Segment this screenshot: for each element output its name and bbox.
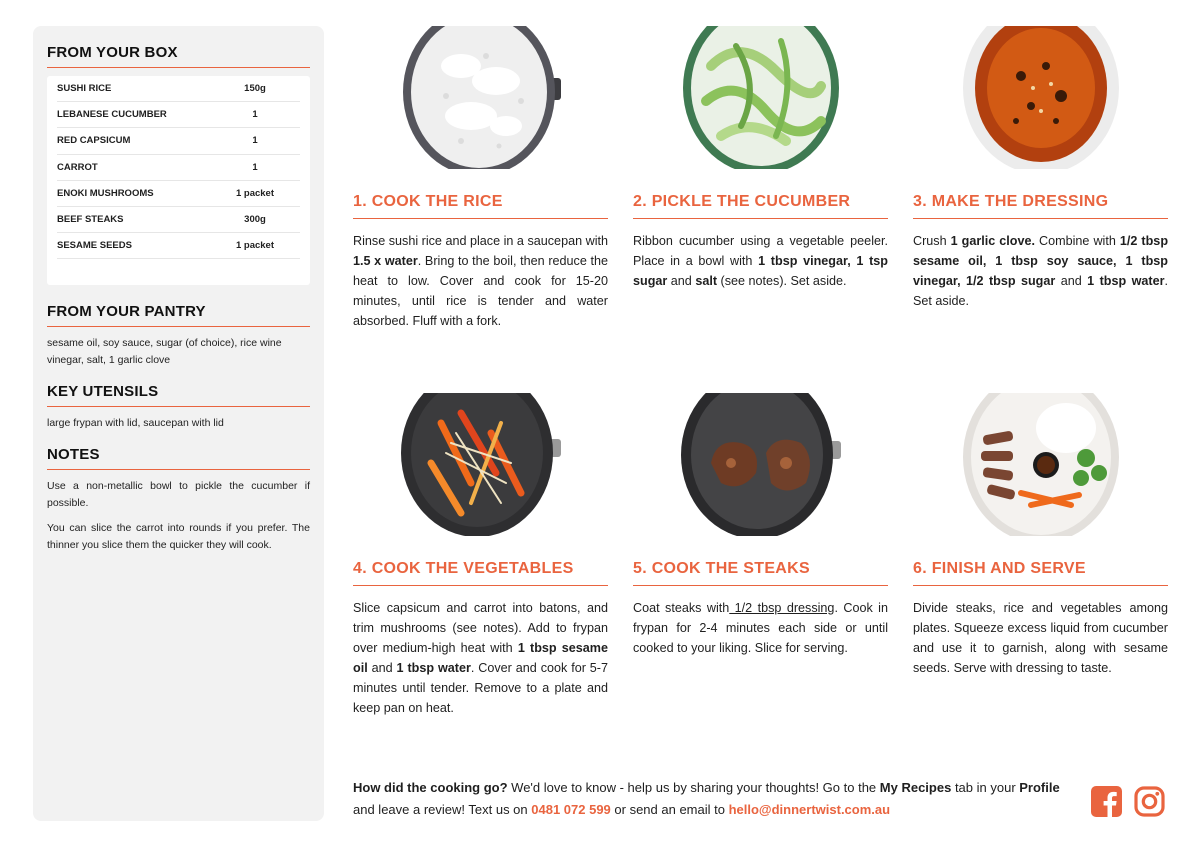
step-instructions: Ribbon cucumber using a vegetable peeler. Place in a bowl with 1 tbsp vinegar, 1 tsp sugar and salt (see notes). Set aside. bbox=[633, 234, 888, 288]
step-title: 3. MAKE THE DRESSING bbox=[913, 193, 1168, 219]
ingredients-sidebar bbox=[33, 26, 324, 821]
step-5 bbox=[633, 393, 888, 658]
step-title: 2. PICKLE THE CUCUMBER bbox=[633, 193, 888, 219]
pantry-list: sesame oil, soy sauce, sugar (of choice), rice wine vinegar, salt, 1 garlic clove bbox=[47, 337, 282, 367]
rice-saucepan-photo bbox=[401, 26, 561, 169]
step-1 bbox=[353, 26, 608, 331]
step-6 bbox=[913, 393, 1168, 678]
step-instructions: Crush 1 garlic clove. Combine with 1/2 tbsp sesame oil, 1 tbsp soy sauce, 1 tbsp vinegar, 1/2 tbsp sugar and 1 tbsp water. Set aside. bbox=[913, 234, 1169, 308]
instagram-icon[interactable] bbox=[1134, 786, 1165, 817]
table-row: BEEF STEAKS 300g bbox=[57, 207, 300, 233]
notes-section-title: NOTES bbox=[47, 446, 310, 470]
table-row: CARROT 1 bbox=[57, 155, 300, 181]
box-section-title: FROM YOUR BOX bbox=[47, 44, 310, 68]
step-title: 1. COOK THE RICE bbox=[353, 193, 608, 219]
step-2 bbox=[633, 26, 888, 291]
facebook-icon[interactable] bbox=[1091, 786, 1122, 817]
table-row: RED CAPSICUM 1 bbox=[57, 128, 300, 154]
note-item: Use a non-metallic bowl to pickle the cucumber if possible. bbox=[47, 480, 310, 510]
step-title: 4. COOK THE VEGETABLES bbox=[353, 560, 608, 586]
table-row: SESAME SEEDS 1 packet bbox=[57, 233, 300, 259]
step-instructions: Coat steaks with 1/2 tbsp dressing. Cook in frypan for 2-4 minutes each side or until cooked to your liking. Slice for serving. bbox=[633, 601, 888, 655]
table-row: ENOKI MUSHROOMS 1 packet bbox=[57, 181, 300, 207]
utensils-section-title: KEY UTENSILS bbox=[47, 383, 310, 407]
review-footer: How did the cooking go? We'd love to know - help us by sharing your thoughts! Go to the My Recipes tab in your Profile and leave a review! Text us on 0481 072 599 or send an email to hello@dinnertwist.com.au bbox=[353, 780, 1060, 817]
email-link[interactable]: hello@dinnertwist.com.au bbox=[728, 802, 891, 817]
table-row: LEBANESE CUCUMBER 1 bbox=[57, 102, 300, 128]
steaks-frypan-photo bbox=[681, 393, 841, 536]
phone-link[interactable]: 0481 072 599 bbox=[531, 802, 611, 817]
finished-plate-photo bbox=[961, 393, 1121, 536]
cucumber-bowl-photo bbox=[681, 26, 841, 169]
dressing-bowl-photo bbox=[961, 26, 1121, 169]
pantry-section-title: FROM YOUR PANTRY bbox=[47, 303, 310, 327]
step-instructions: Rinse sushi rice and place in a saucepan with 1.5 x water. Bring to the boil, then reduce the heat to low. Cover and cook for 15-20 minutes, until rice is tender and water absorbed. Fluff with a fork. bbox=[353, 234, 608, 328]
step-instructions: Slice capsicum and carrot into batons, and trim mushrooms (see notes). Add to frypan over medium-high heat with 1 tbsp sesame oil and 1 tbsp water. Cover and cook for 5-7 minutes until tender. Remove to a plate and keep pan on heat. bbox=[353, 601, 609, 715]
note-item: You can slice the carrot into rounds if you prefer. The thinner you slice them the quicker they will cook. bbox=[47, 522, 310, 552]
step-4 bbox=[353, 393, 608, 718]
vegetables-frypan-photo bbox=[401, 393, 561, 536]
table-spacer bbox=[57, 259, 300, 285]
utensils-list: large frypan with lid, saucepan with lid bbox=[47, 417, 224, 430]
step-3 bbox=[913, 26, 1168, 311]
step-title: 5. COOK THE STEAKS bbox=[633, 560, 888, 586]
step-instructions: Divide steaks, rice and vegetables among plates. Squeeze excess liquid from cucumber and use it to garnish, along with sesame seeds. Serve with dressing to taste. bbox=[913, 601, 1168, 675]
table-row: SUSHI RICE 150g bbox=[57, 76, 300, 102]
step-title: 6. FINISH AND SERVE bbox=[913, 560, 1168, 586]
box-ingredients-table bbox=[47, 76, 310, 285]
